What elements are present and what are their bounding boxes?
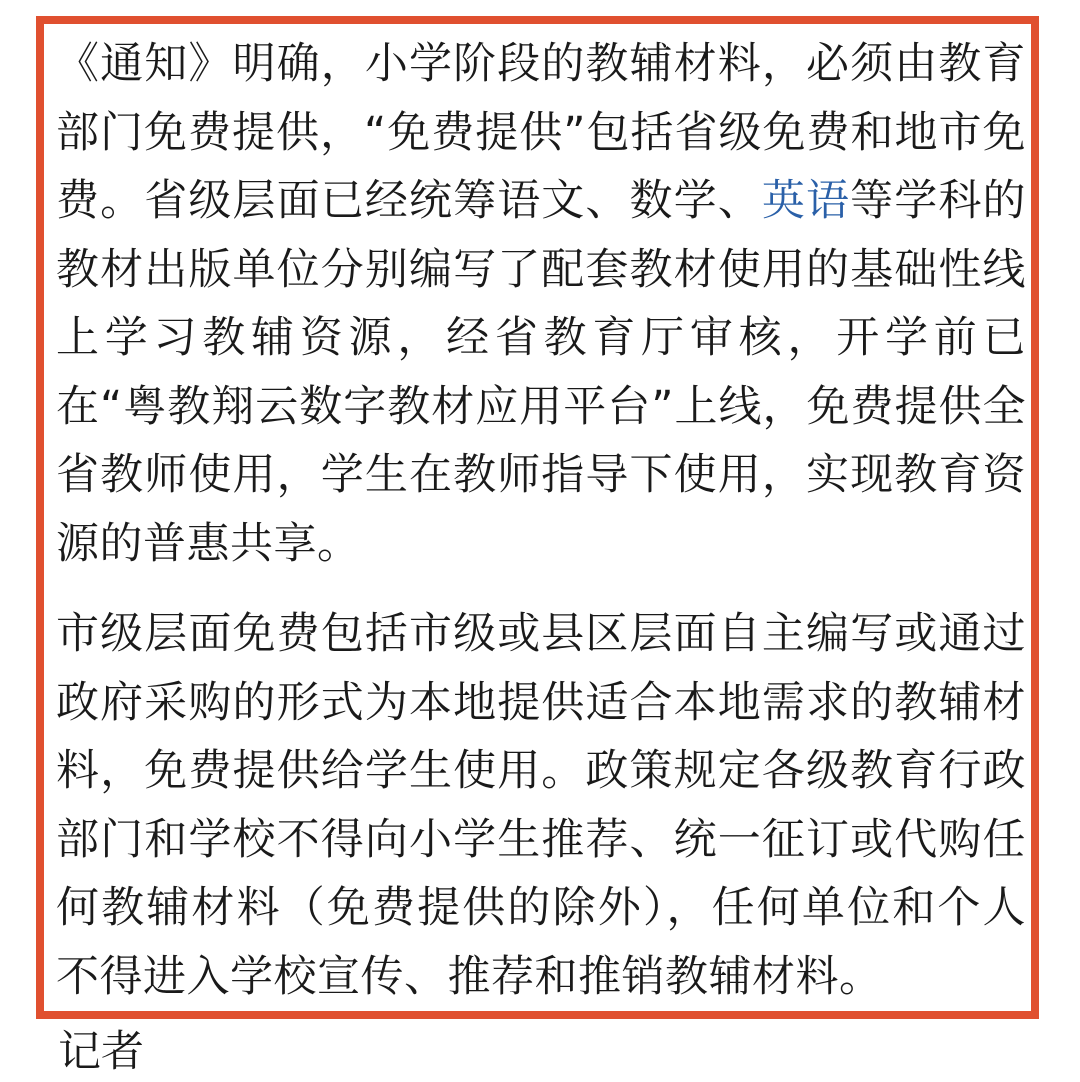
article-excerpt [56, 30, 1026, 1011]
paragraph-notice [56, 30, 1026, 578]
paragraph-notice-text-after: 等学科的教材出版单位分别编写了配套教材使用的基础性线上学习教辅资源，经省教育厅审核，开学前已在“粤教翔云数字教材应用平台”上线，免费提供全省教师使用，学生在教师指导下使用，实现教育资源的普惠共享。 [56, 176, 1027, 569]
keyword-link-english[interactable]: 英语 [761, 176, 851, 226]
paragraph-city-level: 市级层面免费包括市级或县区层面自主编写或通过政府采购的形式为本地提供适合本地需求的教辅材料，免费提供给学生使用。政策规定各级教育行政部门和学校不得向小学生推荐、统一征订或代购任何教辅材料（免费提供的除外），任何单位和个人不得进入学校宣传、推荐和推销教辅材料。 [56, 609, 1026, 1002]
next-paragraph-cutoff: 记者 [58, 1027, 144, 1077]
paragraph-notice-text-before: 《通知》明确，小学阶段的教辅材料，必须由教育部门免费提供，“免费提供”包括省级免费和地市免费。省级层面已经统筹语文、数学、 [56, 39, 1026, 226]
